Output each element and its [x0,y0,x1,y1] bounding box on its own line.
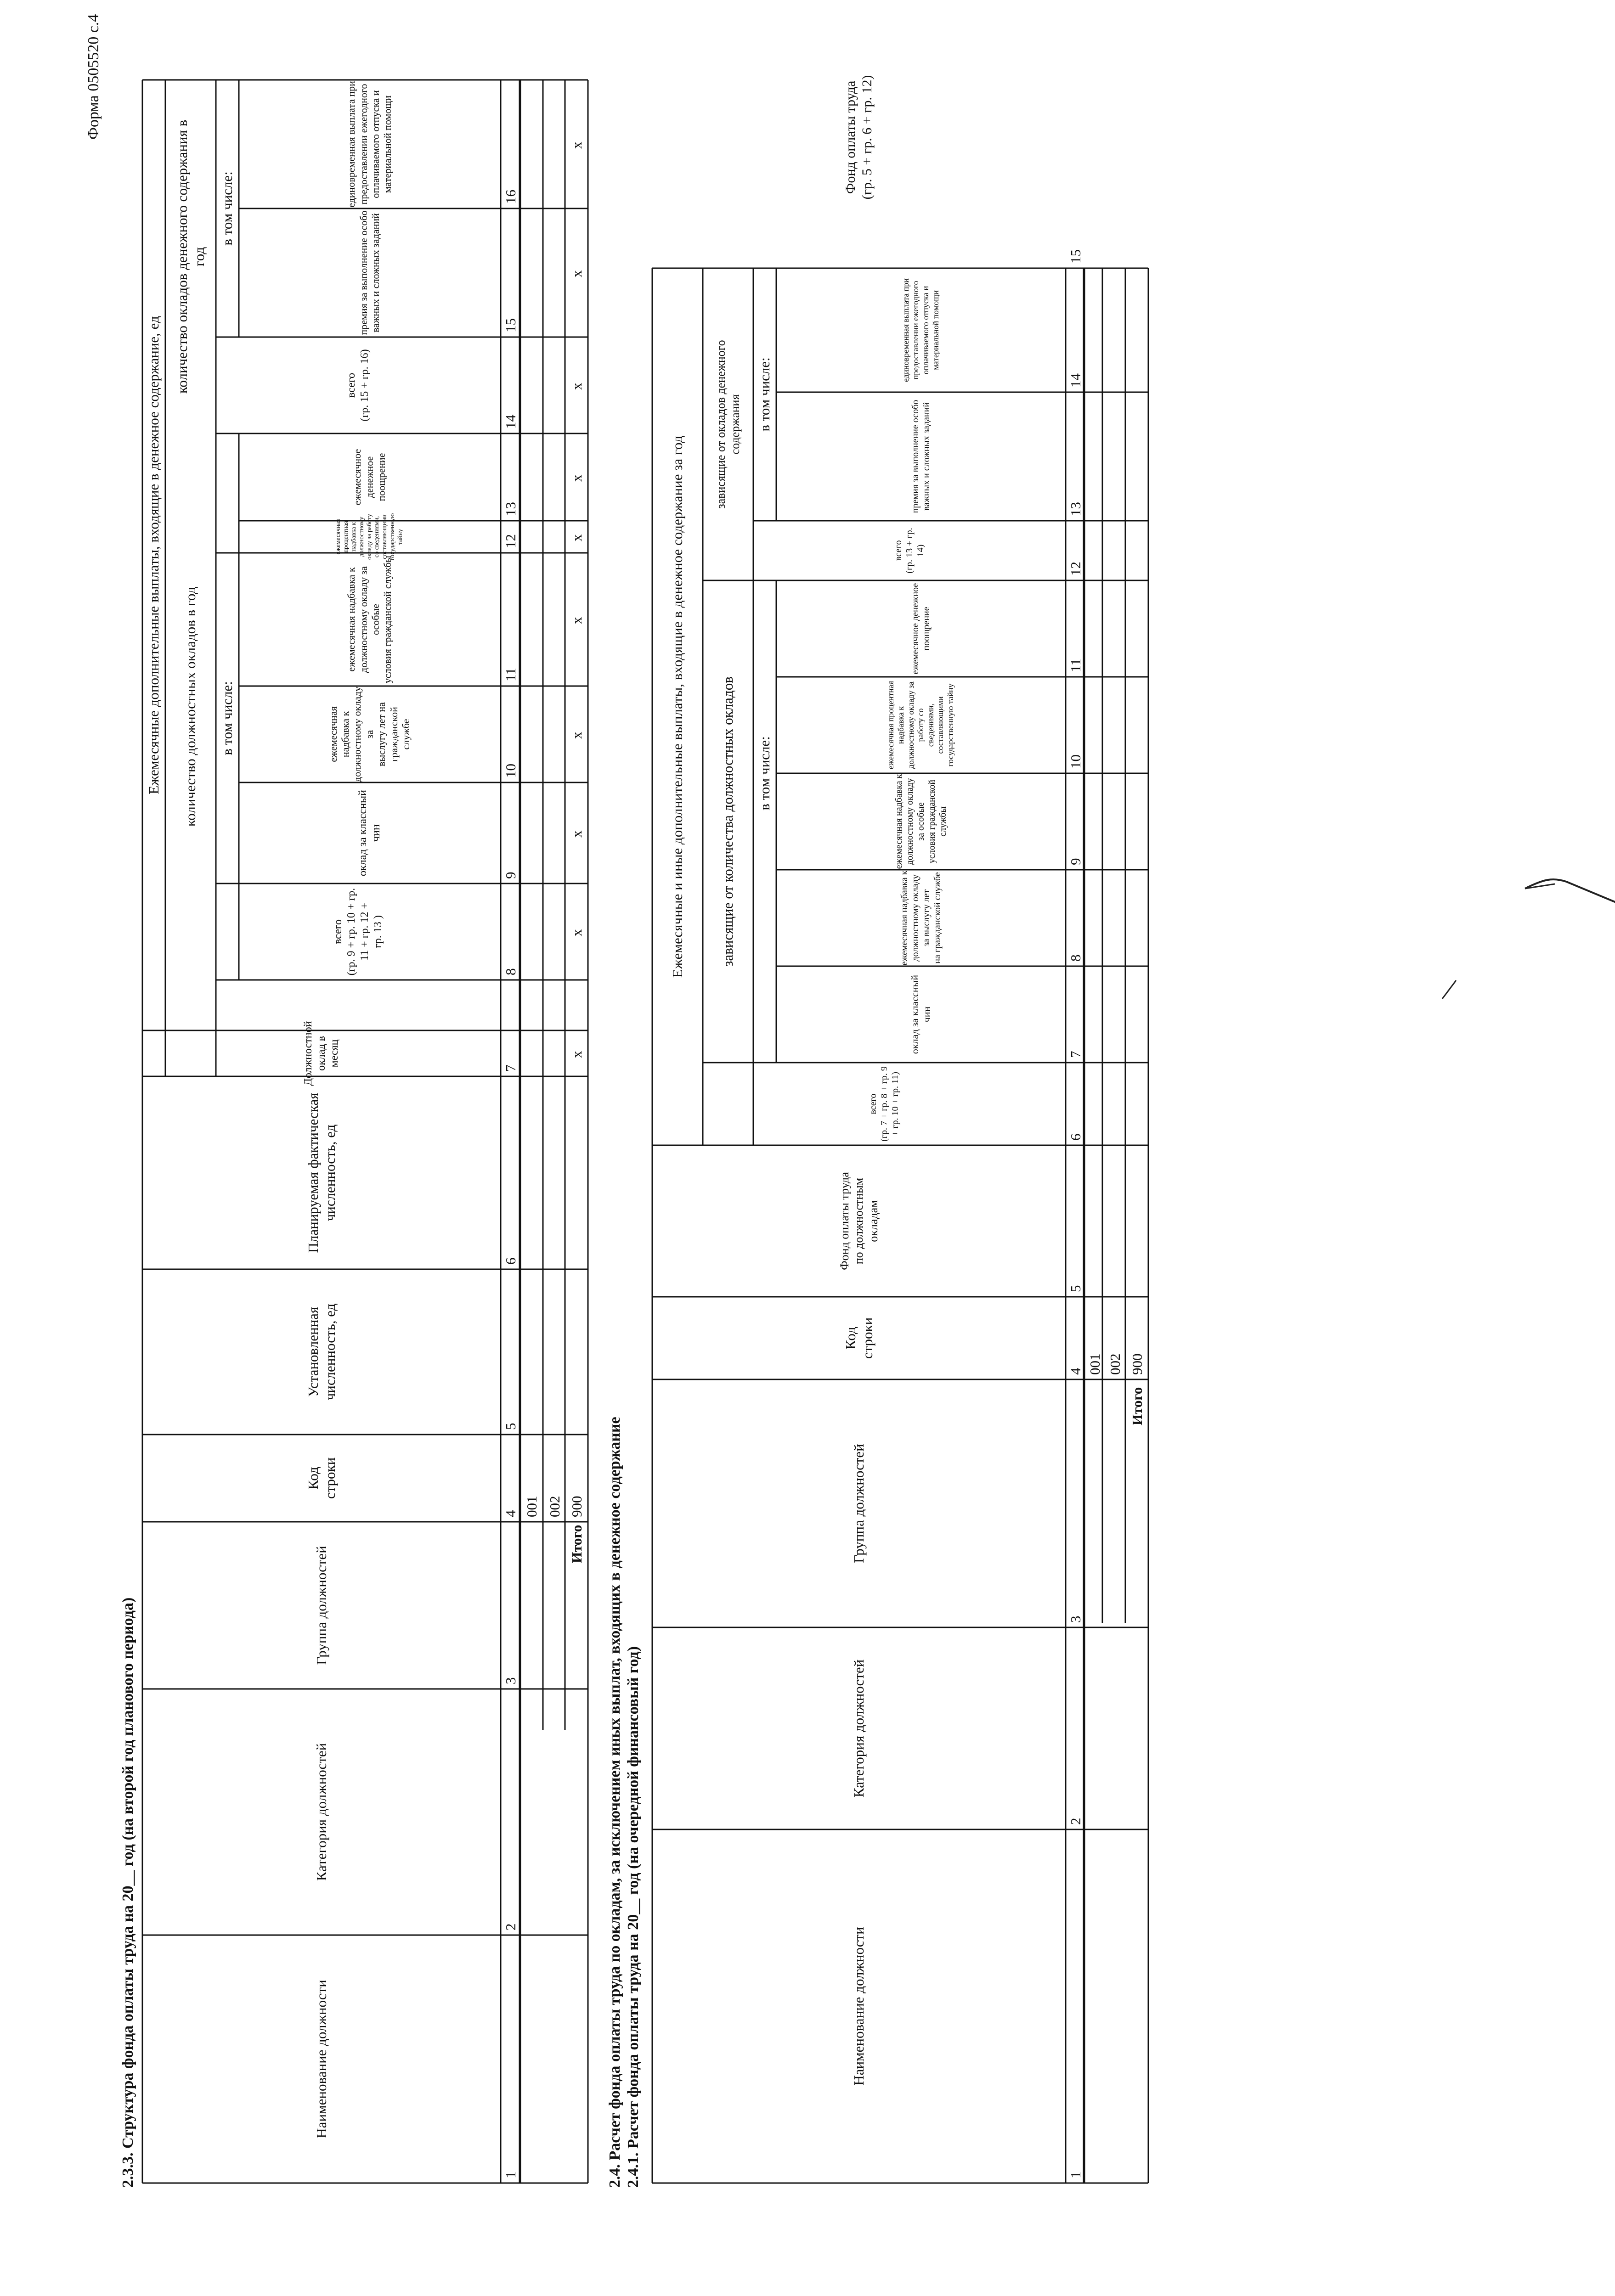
s233-header-v-tom-chisle-2: в том числе: [219,171,236,246]
s233-header-c11: ежемесячная надбавка к должностному окладу за особые условия гражданской службы [345,555,394,684]
s24-header-c9: ежемесячная надбавка к должностному окладу за особые условия гражданской службы [894,774,948,869]
s233-colnum-4: 4 [503,1510,519,1517]
s24-colnum-6: 6 [1067,1133,1084,1141]
s233-colnum-14: 14 [503,415,519,429]
s233-colnum-12: 12 [503,534,519,548]
s233-header-c9: оклад за классный чин [357,789,382,877]
s233-header-c1: Наименование должности [313,1980,330,2138]
s24-header-c13: премия за выполнение особо важных и сложных заданий [910,400,932,513]
s233-header-c5: Установленная численность, ед [305,1303,338,1401]
s24-header-v-tom-chisle-1: в том числе: [757,736,773,810]
s233-header-c13: ежемесячное денежное поощрение [351,449,388,506]
s24-row-code: 001 [1087,1353,1103,1375]
s24-colnum-1: 1 [1067,2171,1084,2178]
s233-header-c10: ежемесячная надбавка к должностному окладу за выслугу лет на гражданской службе [327,686,412,782]
s233-colnum-7: 7 [503,1064,519,1072]
s233-colnum-13: 13 [503,502,519,516]
s24-header-c14: единовременная выплата при предоставлении ежегодного оплачиваемого отпуска и материальной помощи [901,278,940,382]
s233-colnum-5: 5 [503,1423,519,1430]
s233-colnum-15: 15 [503,318,519,332]
s233-header-c4: Код строки [305,1457,338,1499]
s233-header-c3: Группа должностей [313,1546,330,1665]
s24-header-c12: всего (гр. 13 + гр. 14) [893,528,926,574]
s24-header-group-dolzh: зависящие от количества должностных окладов [720,676,736,967]
s233-colnum-2: 2 [503,1923,519,1930]
section-233-title: 2.3.3. Структура фонда оплаты труда на 20__ год (на второй год планового периода) [119,1597,136,2188]
s233-colnum-16: 16 [503,190,519,204]
s233-total-mark-c7: x [569,1051,585,1058]
s233-colnum-3: 3 [503,1677,519,1684]
s24-header-c11: ежемесячное денежное поощрение [910,583,932,675]
s233-header-group-den: количество окладов денежного содержания в год [174,119,207,394]
s24-total-code: 900 [1129,1353,1145,1375]
s24-colnum-5: 5 [1067,1285,1084,1292]
s233-colnum-9: 9 [503,872,519,879]
s24-colnum-11: 11 [1067,658,1084,672]
s233-row-code: 001 [524,1496,540,1517]
s233-header-v-tom-chisle-1: в том числе: [219,681,236,755]
s233-total-code: 900 [569,1496,585,1517]
s233-total-mark-c9: x [569,830,585,838]
s233-header-c12: ежемесячная процентная надбавка к должностному окладу за работу со сведениями, составляющими государственную тайну [335,513,404,561]
s24-header-c8: ежемесячная надбавка к должностному окладу за выслугу лет на гражданской службе [899,870,943,966]
s24-header-c4: Код строки [842,1317,875,1359]
s24-colnum-12: 12 [1067,562,1084,576]
s24-header-group-den: зависящие от окладов денежного содержания [714,340,742,509]
s24-colnum-13: 13 [1067,502,1084,516]
s24-header-c7: оклад за классный чин [909,974,932,1054]
s233-total-mark-c10: x [569,732,585,739]
s24-colnum-3: 3 [1067,1615,1084,1623]
section-24-title: 2.4. Расчет фонда оплаты труда по окладам, за исключением иных выплат, входящих в денежное содержание [606,1417,623,2188]
s233-total-mark-c15: x [569,270,585,277]
s24-colnum-7: 7 [1067,1051,1084,1058]
s24-header-c1: Наименование должности [851,1927,867,2086]
s24-colnum-4: 4 [1067,1367,1084,1375]
s233-header-c15: премия за выполнение особо важных и сложных заданий [357,210,381,335]
s233-colnum-11: 11 [503,668,519,681]
s233-row-code: 002 [547,1496,563,1517]
s233-total-mark-c11: x [569,617,585,624]
s233-header-group-main: Ежемесячные дополнительные выплаты, входящие в денежное содержание, ед [146,316,162,794]
s24-header-c5: Фонд оплаты труда по должностным окладам [838,1172,880,1270]
s24-colnum-15: 15 [1067,249,1084,264]
s233-colnum-8: 8 [503,968,519,975]
s233-total-mark-c13: x [569,474,585,482]
s233-colnum-10: 10 [503,764,519,778]
s233-header-c2: Категория должностей [313,1743,330,1881]
s233-total-mark-c8: x [569,929,585,936]
s24-colnum-2: 2 [1067,1818,1084,1825]
s233-total-label: Итого [569,1525,585,1563]
form-number: Форма 0505520 с.4 [85,14,102,140]
s233-colnum-6: 6 [503,1257,519,1265]
s24-header-group-main: Ежемесячные и иные дополнительные выплаты, входящие в денежное содержание за год [669,435,686,978]
s233-header-group-dolzh: количество должностных окладов в год [182,586,199,827]
s233-header-c14: всего (гр. 15 + гр. 16) [345,349,371,422]
s233-header-c16: единовременная выплата при предоставлении ежегодного оплачиваемого отпуска и материальной помощи [345,81,394,208]
section-241-subtitle: 2.4.1. Расчет фонда оплаты труда на 20__ год (на очередной финансовый год) [625,1646,642,2188]
s24-colnum-9: 9 [1067,858,1084,865]
s233-colnum-1: 1 [503,2171,519,2178]
s233-total-mark-c12: x [569,534,585,541]
s24-row-code: 002 [1107,1353,1123,1375]
s24-header-c2: Категория должностей [851,1659,867,1798]
s24-header-c15: Фонд оплаты труда (гр. 5 + гр. 6 + гр. 12) [843,75,875,200]
s24-header-c3: Группа должностей [851,1444,867,1563]
s24-total-label: Итого [1129,1387,1145,1425]
s24-header-c10: ежемесячная процентная надбавка к должностному окладу за работу со сведениями, составляющими государственную тайну [886,681,955,770]
s233-total-mark-c16: x [569,141,585,149]
s24-colnum-8: 8 [1067,954,1084,962]
s24-colnum-14: 14 [1067,373,1084,388]
s24-header-c6: всего (гр. 7 + гр. 8 + гр. 9 + гр. 10 + гр. 11) [868,1066,900,1142]
s233-header-c8: всего (гр. 9 + гр. 10 + гр. 11 + гр. 12 + гр. 13 ) [332,888,384,976]
s233-header-c6: Планируемая фактическая численность, ед [305,1092,338,1253]
s24-header-v-tom-chisle-2: в том числе: [757,357,773,432]
s233-total-mark-c14: x [569,383,585,390]
s233-header-c7: Должностной оклад в месяц [302,1021,341,1086]
s24-colnum-10: 10 [1067,754,1084,769]
